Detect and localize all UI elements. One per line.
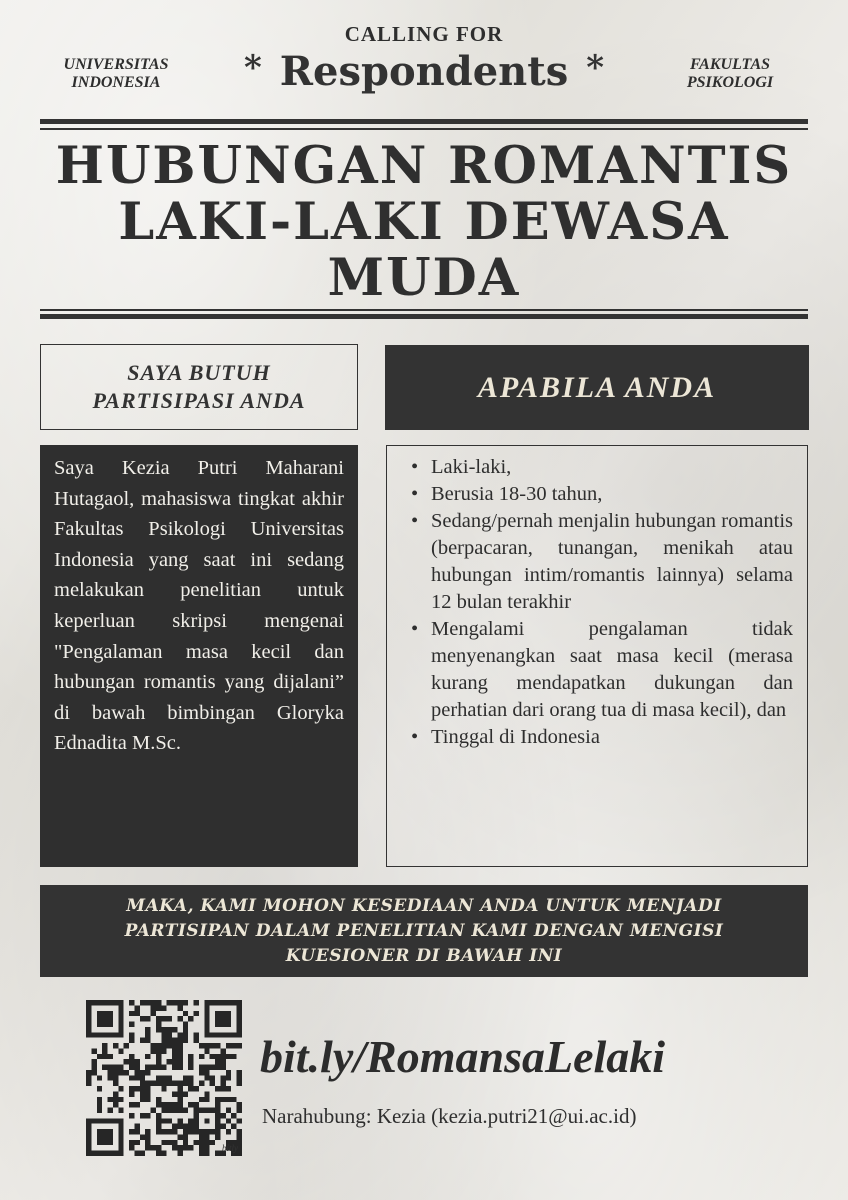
- criteria-item: • Tinggal di Indonesia: [405, 724, 793, 751]
- headline: [20, 138, 828, 306]
- criteria-list: [405, 454, 793, 751]
- headline-line-1: HUBUNGAN ROMANTIS: [55, 136, 793, 196]
- criteria-item: • Berusia 18-30 tahun,: [405, 481, 793, 508]
- headline-line-2: LAKI-LAKI DEWASA: [118, 192, 730, 252]
- participation-line-2: PARTISIPASI ANDA: [92, 388, 306, 413]
- university-line-1: UNIVERSITAS: [63, 56, 169, 73]
- call-to-action-banner: [40, 885, 808, 977]
- criteria-item: • Mengalami pengalaman tidak menyenangkan saat masa kecil (merasa kurang mendapatkan dukungan dan perhatian dari orang tua di masa kecil), dan: [405, 616, 793, 724]
- participation-line-1: SAYA BUTUH: [127, 360, 271, 385]
- researcher-intro-text: Saya Kezia Putri Maharani Hutagaol, mahasiswa tingkat akhir Fakultas Psikologi Universitas Indonesia yang saat ini sedang melakukan penelitian untuk keperluan skripsi mengenai "Pengalaman masa kecil dan hubungan romantis yang dijalani” di bawah bimbingan Gloryka Ednadita M.Sc.: [54, 457, 344, 755]
- asterisk-icon: *: [244, 48, 262, 88]
- top-rule-thick: [40, 119, 808, 124]
- criteria-box: [386, 445, 808, 867]
- banner-line-1: MAKA, KAMI MOHON KESEDIAAN ANDA UNTUK MENJADI: [126, 895, 722, 916]
- criteria-heading-box: APABILA ANDA: [385, 345, 809, 430]
- participation-request-box: [40, 344, 358, 430]
- survey-link[interactable]: bit.ly/RomansaLelaki: [260, 1031, 666, 1082]
- faculty-line-2: PSIKOLOGI: [686, 74, 774, 91]
- calling-for-label: CALLING FOR: [344, 22, 504, 46]
- criteria-item: • Laki-laki,: [405, 454, 793, 481]
- contact-info: Narahubung: Kezia (kezia.putri21@ui.ac.id): [262, 1104, 637, 1128]
- headline-line-3: MUDA: [327, 248, 521, 308]
- banner-line-2: PARTISIPAN DALAM PENELITIAN KAMI DENGAN MENGISI: [124, 920, 724, 941]
- respondents-title-row: [0, 48, 848, 95]
- qr-code-graphic: [86, 1000, 242, 1156]
- respondents-title: Respondents: [279, 48, 569, 95]
- asterisk-icon: *: [586, 48, 604, 88]
- researcher-intro-box: [40, 445, 358, 867]
- criteria-item: • Sedang/pernah menjalin hubungan romantis (berpacaran, tunangan, menikah atau hubungan intim/romantis lainnya) selama 12 bulan terakhir: [405, 508, 793, 616]
- bitly-logo: bitly: [222, 1143, 238, 1153]
- qr-code-icon[interactable]: [86, 1000, 242, 1156]
- bottom-rule-thin: [40, 309, 808, 311]
- university-line-2: INDONESIA: [71, 74, 161, 91]
- faculty-line-1: FAKULTAS: [689, 56, 771, 73]
- bottom-rule-thick: [40, 314, 808, 319]
- banner-line-3: KUESIONER DI BAWAH INI: [285, 945, 563, 966]
- top-rule-thin: [40, 128, 808, 130]
